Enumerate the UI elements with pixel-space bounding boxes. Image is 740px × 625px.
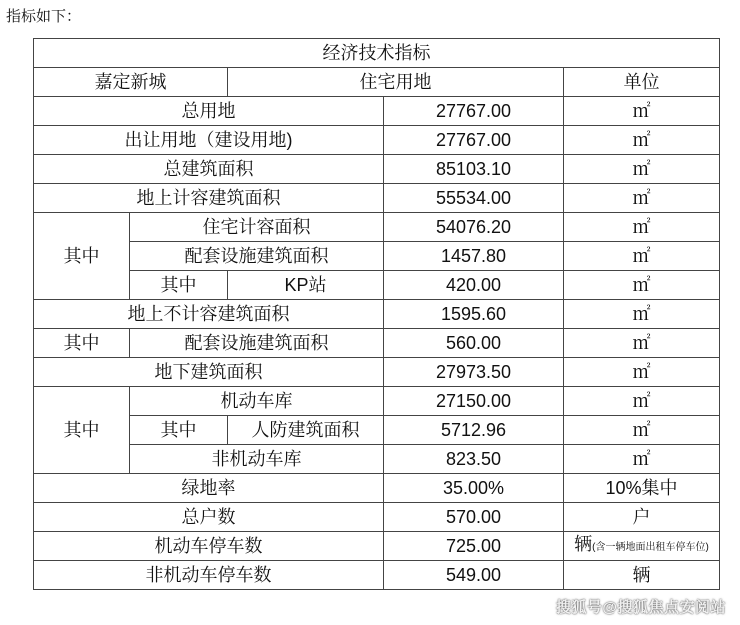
row-value: 725.00 — [384, 532, 564, 561]
row-label: 总建筑面积 — [34, 155, 384, 184]
row-unit: ㎡ — [564, 445, 720, 474]
economic-indicator-table — [33, 38, 720, 590]
row-unit: ㎡ — [564, 358, 720, 387]
row-unit — [564, 532, 720, 561]
table-title: 经济技术指标 — [34, 39, 720, 68]
intro-text: 指标如下： — [6, 8, 82, 25]
row-value: 35.00% — [384, 474, 564, 503]
row-label: KP站 — [228, 271, 384, 300]
table-row — [34, 445, 720, 474]
row-unit: 户 — [564, 503, 720, 532]
table-row — [34, 474, 720, 503]
group-label: 其中 — [34, 387, 130, 474]
row-unit: ㎡ — [564, 300, 720, 329]
row-value: 85103.10 — [384, 155, 564, 184]
table-row — [34, 97, 720, 126]
row-label: 总户数 — [34, 503, 384, 532]
row-label: 人防建筑面积 — [228, 416, 384, 445]
table-title-row — [34, 39, 720, 68]
row-unit: 10%集中 — [564, 474, 720, 503]
group-label: 其中 — [34, 213, 130, 300]
table-row — [34, 532, 720, 561]
row-unit: 辆 — [564, 561, 720, 590]
row-label: 机动车库 — [130, 387, 384, 416]
row-value: 1595.60 — [384, 300, 564, 329]
row-value: 27973.50 — [384, 358, 564, 387]
row-value: 823.50 — [384, 445, 564, 474]
table-row — [34, 155, 720, 184]
sub-group-label: 其中 — [130, 271, 228, 300]
row-label: 地上不计容建筑面积 — [34, 300, 384, 329]
table-header-row — [34, 68, 720, 97]
row-value: 27767.00 — [384, 97, 564, 126]
row-label: 地上计容建筑面积 — [34, 184, 384, 213]
header-project: 嘉定新城 — [34, 68, 228, 97]
row-unit: ㎡ — [564, 97, 720, 126]
row-label: 总用地 — [34, 97, 384, 126]
row-value: 27150.00 — [384, 387, 564, 416]
row-label: 非机动车停车数 — [34, 561, 384, 590]
row-value: 560.00 — [384, 329, 564, 358]
row-value: 570.00 — [384, 503, 564, 532]
row-label: 配套设施建筑面积 — [130, 242, 384, 271]
table-row — [34, 184, 720, 213]
row-value: 54076.20 — [384, 213, 564, 242]
row-label: 非机动车库 — [130, 445, 384, 474]
header-unit: 单位 — [564, 68, 720, 97]
row-label: 住宅计容面积 — [130, 213, 384, 242]
row-unit: ㎡ — [564, 242, 720, 271]
row-unit: ㎡ — [564, 126, 720, 155]
row-unit: ㎡ — [564, 184, 720, 213]
table-row — [34, 242, 720, 271]
table-row — [34, 503, 720, 532]
row-value: 55534.00 — [384, 184, 564, 213]
row-label: 地下建筑面积 — [34, 358, 384, 387]
row-unit: ㎡ — [564, 155, 720, 184]
row-unit: ㎡ — [564, 416, 720, 445]
table-row — [34, 329, 720, 358]
table-row — [34, 561, 720, 590]
row-unit: ㎡ — [564, 271, 720, 300]
row-value: 5712.96 — [384, 416, 564, 445]
table-row — [34, 416, 720, 445]
row-label: 机动车停车数 — [34, 532, 384, 561]
header-land-use: 住宅用地 — [228, 68, 564, 97]
row-value: 1457.80 — [384, 242, 564, 271]
row-value: 420.00 — [384, 271, 564, 300]
table-row — [34, 387, 720, 416]
table-row — [34, 300, 720, 329]
table-row — [34, 213, 720, 242]
sub-group-label: 其中 — [130, 416, 228, 445]
row-label: 配套设施建筑面积 — [130, 329, 384, 358]
table-row — [34, 271, 720, 300]
watermark: 搜狐号@搜狐焦点安阅站 — [555, 599, 726, 616]
unit-main: 辆 — [574, 534, 593, 554]
row-value: 27767.00 — [384, 126, 564, 155]
group-label: 其中 — [34, 329, 130, 358]
row-unit: ㎡ — [564, 329, 720, 358]
row-unit: ㎡ — [564, 213, 720, 242]
unit-note: (含一辆地面出租车停车位) — [592, 542, 709, 553]
table-row — [34, 126, 720, 155]
row-label: 出让用地（建设用地) — [34, 126, 384, 155]
row-label: 绿地率 — [34, 474, 384, 503]
table-row — [34, 358, 720, 387]
row-value: 549.00 — [384, 561, 564, 590]
row-unit: ㎡ — [564, 387, 720, 416]
